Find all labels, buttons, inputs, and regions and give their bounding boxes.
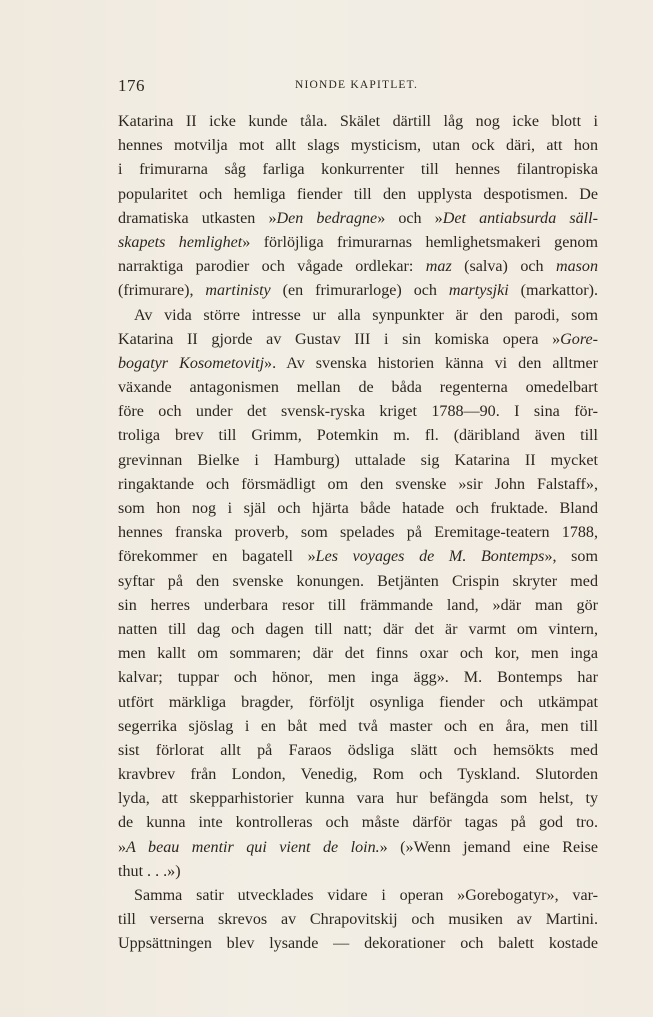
page-number: 176: [118, 76, 145, 95]
italic-text: martysjki: [448, 282, 509, 300]
text-line: [118, 497, 598, 521]
text-line: [118, 304, 598, 328]
text-line: [118, 424, 598, 448]
text-run: » förlöjliga frimurarnas hemlighetsmakeri genom: [242, 233, 598, 251]
text-line: [118, 449, 598, 473]
text-run: ». Av svenska historien känna vi den alltmer: [264, 354, 598, 372]
text-line: [118, 521, 598, 545]
text-line: [118, 618, 598, 642]
text-line: [118, 400, 598, 424]
text-line: [118, 134, 598, 158]
text-run: kravbrev från London, Venedig, Rom och Tyskland. Slutorden: [118, 766, 598, 784]
text-line: [118, 231, 598, 255]
italic-text: bogatyr Kosometovitj: [118, 354, 265, 372]
text-line: [118, 884, 598, 908]
text-run: före och under det svensk-ryska kriget 1788—90. I sina för-: [118, 403, 598, 421]
text-line: [118, 691, 598, 715]
text-run: thut . . .»): [118, 862, 181, 880]
italic-text: martinisty: [205, 282, 271, 300]
text-line: [118, 279, 598, 303]
text-run: troliga brev till Grimm, Potemkin m. fl. (däribland även till: [118, 427, 598, 445]
text-line: [118, 183, 598, 207]
text-run: de kunna inte kontrolleras och måste därför tagas på god tro.: [118, 814, 598, 832]
text-line: [118, 158, 598, 182]
text-run: », som: [544, 548, 598, 566]
text-line: [118, 763, 598, 787]
text-line: [118, 110, 598, 134]
italic-text: mason: [555, 258, 598, 276]
text-run: sist förlorat allt på Faraos ödsliga slätt och hemsökts med: [118, 741, 598, 759]
text-run: förekommer en bagatell »: [118, 548, 316, 566]
text-line: [118, 207, 598, 231]
text-run: Katarina II gjorde av Gustav III i sin komiska opera »: [118, 330, 561, 348]
text-line: [118, 570, 598, 594]
italic-text: Gore-: [560, 330, 598, 348]
text-run: » (»Wenn jemand eine Reise: [379, 838, 598, 856]
text-line: [118, 328, 598, 352]
text-run: narraktiga parodier och vågade ordlekar:: [118, 258, 426, 276]
text-run: dramatiska utkasten »: [118, 209, 277, 227]
text-run: som hon nog i själ och hjärta både hatade och fruktade. Bland: [118, 500, 598, 517]
italic-text: maz: [425, 258, 452, 276]
text-run: i frimurarna såg farliga konkurrenter till hennes filantropiska: [118, 161, 598, 179]
text-run: hennes franska proverb, som spelades på Eremitage-teatern 1788,: [118, 524, 598, 542]
text-run: popularitet och hemliga fiender till den upplysta despotismen. De: [118, 185, 598, 203]
text-line: [118, 473, 598, 497]
text-line: [118, 908, 598, 932]
text-run: sin herres underbara resor till främmande land, »där man gör: [118, 596, 598, 614]
text-run: (salva) och: [451, 258, 556, 276]
text-run: Samma satir utvecklades vidare i operan »Gorebogatyr», var-: [134, 887, 598, 904]
running-head: NIONDE KAPITLET.: [295, 79, 419, 91]
text-run: Av vida större intresse ur alla synpunkter är den parodi, som: [134, 306, 598, 324]
text-run: Katarina II icke kunde tåla. Skälet därtill låg nog icke blott i: [118, 113, 598, 130]
text-line: [118, 545, 598, 569]
text-run: » och »: [377, 209, 443, 227]
text-line: [118, 836, 598, 860]
text-run: ringaktande och försmädligt om den svenske »sir John Falstaff»,: [118, 475, 598, 493]
text-run: växande antagonismen mellan de båda regenterna omedelbart: [118, 379, 598, 397]
italic-text: Det antiabsurda säll-: [442, 209, 598, 227]
text-line: [118, 787, 598, 811]
text-run: natten till dag och dagen till natt; där det är varmt om vintern,: [118, 620, 598, 638]
text-run: kalvar; tuppar och hönor, men inga ägg». M. Bontemps har: [118, 669, 598, 687]
text-run: »: [118, 838, 127, 856]
text-run: grevinnan Bielke i Hamburg) uttalade sig Katarina II mycket: [118, 451, 598, 469]
text-line: [118, 739, 598, 763]
text-run: (frimurare),: [118, 282, 206, 300]
body-text: [118, 110, 598, 957]
text-line: [118, 860, 598, 884]
text-run: lyda, att skepparhistorier kunna vara hur befängda som helst, ty: [118, 790, 598, 808]
text-run: Uppsättningen blev lysande — dekorationer och balett kostade: [118, 935, 598, 953]
text-run: syftar på den svenske konungen. Betjänten Crispin skryter med: [118, 572, 598, 590]
text-run: (markattor).: [508, 282, 598, 300]
text-run: segerrika sjöslag i en båt med två master och en åra, men till: [118, 717, 598, 735]
text-line: [118, 932, 598, 956]
text-run: hennes motvilja mot allt slags mysticism, utan ock däri, att hon: [118, 137, 598, 155]
italic-text: Den bedragne: [276, 209, 378, 227]
text-line: [118, 666, 598, 690]
text-line: [118, 594, 598, 618]
text-line: [118, 376, 598, 400]
text-run: men kallt om sommaren; där det finns oxar och kor, men inga: [118, 645, 598, 663]
page-header: [118, 76, 598, 98]
text-line: [118, 352, 598, 376]
italic-text: Les voyages de M. Bontemps: [315, 548, 545, 566]
text-line: [118, 642, 598, 666]
italic-text: A beau mentir qui vient de loin.: [126, 838, 380, 856]
text-run: utfört märkliga bragder, förföljt osynliga fiender och utkämpat: [118, 693, 598, 711]
italic-text: skapets hemlighet: [118, 233, 243, 251]
text-line: [118, 715, 598, 739]
text-line: [118, 255, 598, 279]
text-run: till verserna skrevos av Chrapovitskij och musiken av Martini.: [118, 911, 598, 929]
text-run: (en frimurarloge) och: [270, 282, 449, 300]
text-line: [118, 811, 598, 835]
